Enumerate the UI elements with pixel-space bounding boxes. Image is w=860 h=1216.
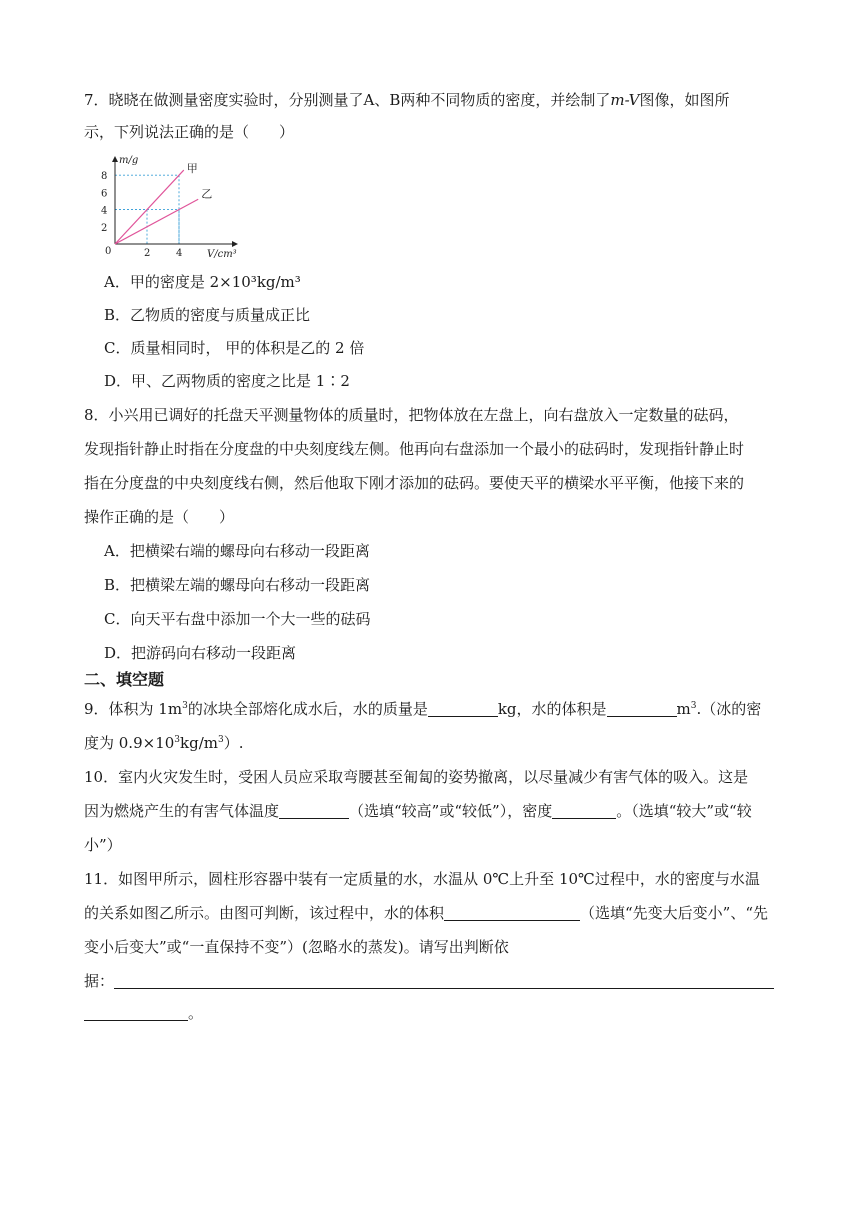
mv-graph	[95, 153, 240, 263]
section-title-fill-blank: 二、填空题	[84, 670, 165, 689]
q7-option-a[interactable]: A．甲的密度是 2×10³kg/m³	[104, 273, 301, 291]
q8-option-d[interactable]: D．把游码向右移动一段距离	[104, 644, 297, 662]
q11-blank-reason-cont[interactable]	[84, 1004, 188, 1021]
series-line-0	[115, 170, 184, 244]
q8-stem-line3: 指在分度盘的中央刻度线右侧，然后他取下刚才添加的砝码。要使天平的横梁水平平衡，他接下来的	[84, 474, 745, 492]
series-line-1	[115, 199, 198, 244]
q10-stem-line3: 小”）	[84, 836, 122, 854]
q8-option-b[interactable]: B．把横梁左端的螺母向右移动一段距离	[104, 576, 371, 594]
q11-stem-line1: 11．如图甲所示，圆柱形容器中装有一定质量的水，水温从 0℃上升至 10℃过程中，水的密度与水温	[84, 870, 760, 888]
q10-blank-temperature[interactable]	[279, 802, 349, 819]
q10-stem-line2: 因为燃烧产生的有害气体温度 （选填“较高”或“较低”），密度 。（选填“较大”或“较	[84, 802, 752, 820]
q11-blank-reason[interactable]	[114, 972, 774, 989]
series-label-0: 甲	[186, 162, 198, 176]
q9-blank-mass[interactable]	[428, 700, 498, 717]
q11-blank-volume-change[interactable]	[444, 904, 580, 921]
y-tick-label-6: 6	[101, 188, 108, 200]
q7-option-d[interactable]: D．甲、乙两物质的密度之比是 1∶2	[104, 372, 350, 390]
q9-blank-volume[interactable]	[607, 700, 677, 717]
q8-option-a[interactable]: A．把横梁右端的螺母向右移动一段距离	[104, 542, 370, 560]
y-tick-label-8: 8	[101, 171, 108, 183]
q8-stem-line1: 8．小兴用已调好的托盘天平测量物体的质量时，把物体放在左盘上，向右盘放入一定数量的砝码，	[84, 406, 739, 424]
q7-option-c[interactable]: C．质量相同时， 甲的体积是乙的 2 倍	[104, 339, 365, 357]
q10-blank-density[interactable]	[552, 802, 616, 819]
y-axis-label: m/g	[119, 155, 139, 166]
x-tick-label-4: 4	[176, 248, 183, 259]
q11-stem-line3: 变小后变大”或“一直保持不变”）(忽略水的蒸发)。请写出判断依	[84, 938, 509, 956]
q10-stem-line1: 10．室内火灾发生时，受困人员应采取弯腰甚至匍匐的姿势撤离，以尽量减少有害气体的吸入。这是	[84, 768, 749, 786]
q9-stem-line1: 9．体积为 $1m^3$的冰块全部熔化成水后，水的质量是 kg，水的体积是 $m^3$.（冰的密	[84, 700, 762, 718]
q8-stem-line2: 发现指针静止时指在分度盘的中央刻度线左侧。他再向右盘添加一个最小的砝码时，发现指针静止时	[84, 440, 745, 458]
y-tick-label-2: 2	[101, 222, 108, 234]
q7-option-b[interactable]: B．乙物质的密度与质量成正比	[104, 306, 311, 324]
q9-stem-line2: 度为 $0.9\times 10^3kg/m^3$）.	[84, 734, 244, 752]
q7-stem-line2: 示，下列说法正确的是（ ）	[84, 123, 295, 141]
q11-stem-line5: 。	[84, 1003, 203, 1023]
origin-label: 0	[105, 246, 112, 257]
x-axis-label: V/cm³	[207, 249, 237, 260]
q7-stem-line1: 7．晓晓在做测量密度实验时，分别测量了A、B两种不同物质的密度，并绘制了m-V图像，如图所	[84, 91, 730, 109]
q11-stem-line2: 的关系如图乙所示。由图可判断，该过程中，水的体积 （选填“先变大后变小”、“先	[84, 904, 769, 922]
q8-stem-line4: 操作正确的是（ ）	[84, 508, 235, 526]
q8-option-c[interactable]: C．向天平右盘中添加一个大一些的砝码	[104, 610, 371, 628]
q11-stem-line4: 据：	[84, 971, 774, 991]
series-label-1: 乙	[201, 187, 213, 201]
y-tick-label-4: 4	[101, 205, 108, 217]
x-tick-label-2: 2	[144, 248, 151, 259]
